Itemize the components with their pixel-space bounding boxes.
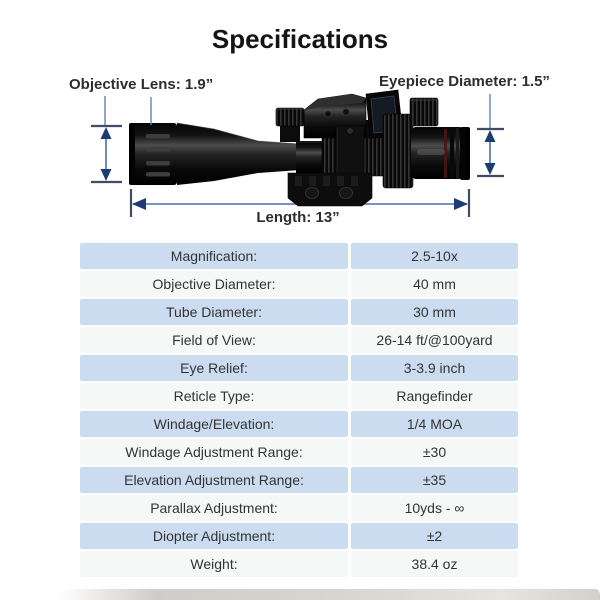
spec-label: Parallax Adjustment:: [80, 495, 348, 521]
page-title: Specifications: [211, 24, 389, 54]
spec-value: 30 mm: [351, 299, 518, 325]
length-dimension-label: Length: 13”: [256, 209, 340, 226]
spec-label: Eye Relief:: [80, 355, 348, 381]
eyepiece-dimension-arrow: [477, 94, 504, 176]
elevation-turret: [410, 98, 438, 126]
spec-value: 26-14 ft/@100yard: [351, 327, 518, 353]
spec-label: Weight:: [80, 551, 348, 577]
spec-label: Reticle Type:: [80, 383, 348, 409]
spec-value: ±35: [351, 467, 518, 493]
mount-bolt-icon: [347, 128, 353, 134]
spec-value: ±2: [351, 523, 518, 549]
spec-value: 40 mm: [351, 271, 518, 297]
spec-label: Diopter Adjustment:: [80, 523, 348, 549]
spec-value: 2.5-10x: [351, 243, 518, 269]
brand-marking: [417, 149, 445, 155]
reflex-screw-icon: [325, 111, 331, 117]
spec-label: Tube Diameter:: [80, 299, 348, 325]
spec-value: ±30: [351, 439, 518, 465]
spec-label: Magnification:: [80, 243, 348, 269]
spec-label: Field of View:: [80, 327, 348, 353]
spec-value: 38.4 oz: [351, 551, 518, 577]
rail-screw-icon: [340, 188, 353, 199]
spec-label: Windage Adjustment Range:: [80, 439, 348, 465]
eyepiece-diameter-dimension-label: Eyepiece Diameter: 1.5”: [379, 73, 550, 90]
rail-screw-icon: [306, 188, 319, 199]
spec-label: Elevation Adjustment Range:: [80, 467, 348, 493]
windage-turret: [276, 108, 304, 126]
spec-label: Objective Diameter:: [80, 271, 348, 297]
spec-value: Rangefinder: [351, 383, 518, 409]
riflescope-illustration: [129, 98, 470, 206]
specifications-table: [80, 243, 518, 577]
photo-edge-strip: [58, 589, 600, 600]
power-ring: [383, 114, 413, 188]
spec-value: 1/4 MOA: [351, 411, 518, 437]
spec-value: 3-3.9 inch: [351, 355, 518, 381]
objective-lens-dimension-label: Objective Lens: 1.9”: [69, 76, 214, 93]
reflex-screw-icon: [343, 109, 349, 115]
spec-label: Windage/Elevation:: [80, 411, 348, 437]
spec-value: 10yds - ∞: [351, 495, 518, 521]
